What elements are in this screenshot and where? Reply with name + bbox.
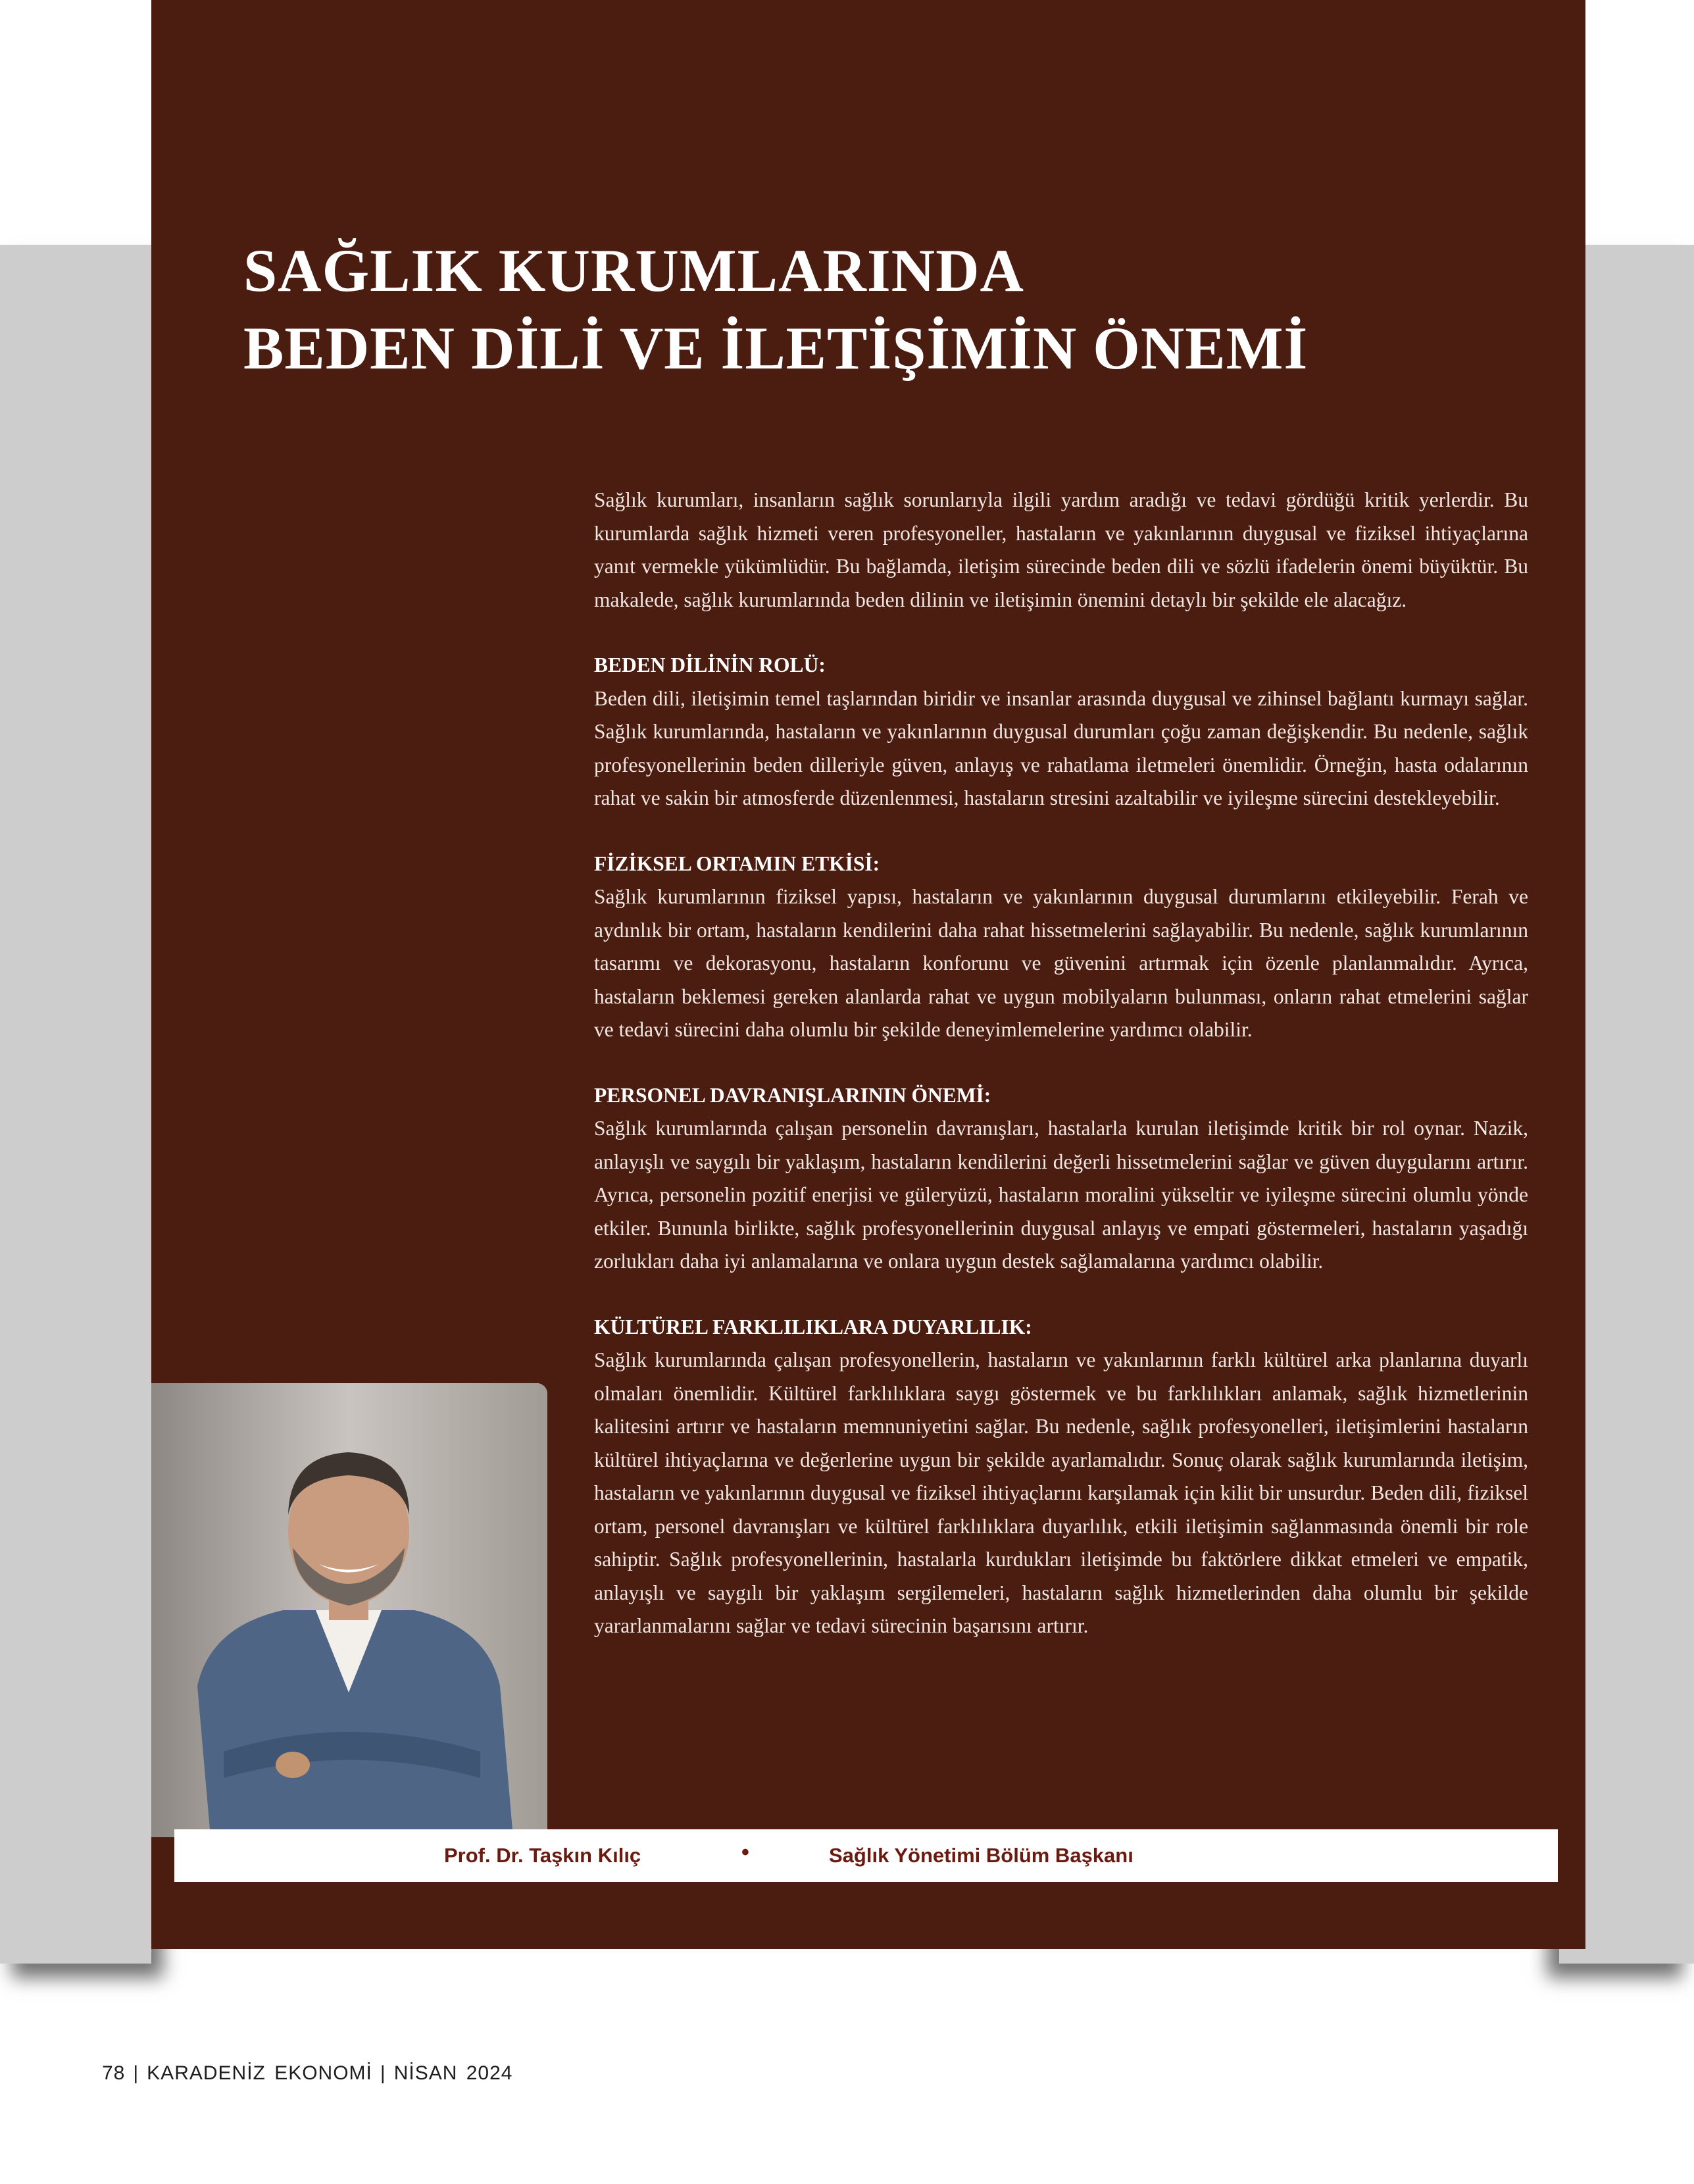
section-body-language <box>594 649 1528 815</box>
section-heading: FİZİKSEL ORTAMIN ETKİSİ: <box>594 851 880 875</box>
left-grey-band <box>0 245 151 1964</box>
author-caption-bar <box>174 1829 1558 1882</box>
article-body <box>594 484 1528 1675</box>
section-heading: BEDEN DİLİNİN ROLÜ: <box>594 653 826 676</box>
section-text: Beden dili, iletişimin temel taşlarından biridir ve insanlar arasında duygusal ve zihinsel bağlantı kurmayı sağlar. Sağlık kurumlarında, hastaların ve yakınlarının duygusal durumları çoğu zaman değişkendir. Bu nedenle, sağlık profesyonellerinin beden dilleriyle güven, anlayış ve rahatlama iletmeleri önemlidir. Örneğin, hasta odalarının rahat ve sakin bir atmosferde düzenlenmesi, hastaların stresini azaltabilir ve iyileşme sürecini destekleyebilir. <box>594 686 1528 809</box>
intro-paragraph: Sağlık kurumları, insanların sağlık sorunlarıyla ilgili yardım aradığı ve tedavi gördüğü kritik yerlerdir. Bu kurumlarda sağlık hizmeti veren profesyoneller, hastaların ve yakınlarının duygusal ve fiziksel ihtiyaçlarına yanıt vermekle yükümlüdür. Bu bağlamda, iletişim sürecinde beden dili ve sözlü ifadelerin önemi büyüktür. Bu makalede, sağlık kurumlarında beden dilinin ve iletişimin önemini detaylı bir şekilde ele alacağız. <box>594 488 1528 611</box>
section-physical-environment <box>594 848 1528 1047</box>
title-line-2: BEDEN DİLİ VE İLETİŞİMİN ÖNEMİ <box>243 315 1308 382</box>
page-number: 78 <box>102 2062 126 2084</box>
footer-divider: | <box>133 2062 139 2084</box>
bullet-separator: • <box>741 1840 749 1865</box>
author-portrait-illustration <box>151 1383 547 1837</box>
author-role: Sağlık Yönetimi Bölüm Başkanı <box>829 1844 1133 1867</box>
page-footer <box>102 2062 512 2085</box>
author-name: Prof. Dr. Taşkın Kılıç <box>444 1844 641 1867</box>
section-text: Sağlık kurumlarının fiziksel yapısı, hastaların ve yakınlarının duygusal durumlarını etkileyebilir. Ferah ve aydınlık bir ortam, hastaların kendilerini daha rahat hissetmelerini sağlayabilir. Bu nedenle, sağlık kurumlarının tasarımı ve dekorasyonu, hastaların konforunu ve güvenini artırmak için özenle planlanmalıdır. Ayrıca, hastaların beklemesi gereken alanlarda rahat ve uygun mobilyaların bulunması, onların rahat etmelerini sağlar ve tedavi sürecini daha olumlu bir şekilde deneyimlemelerine yardımcı olabilir. <box>594 885 1528 1041</box>
section-text: Sağlık kurumlarında çalışan personelin davranışları, hastalarla kurulan iletişimde kritik bir rol oynar. Nazik, anlayışlı ve saygılı bir yaklaşım, hastaların kendilerini değerli hissetmelerini sağlar ve güven duygularını artırır. Ayrıca, personelin pozitif enerjisi ve güleryüzü, hastaların moralini yükseltir ve iyileşme sürecini olumlu yönde etkiler. Bununla birlikte, sağlık profesyonellerinin duygusal anlayış ve empati göstermeleri, hastaların yaşadığı zorlukları daha iyi anlamalarına ve onlara uygun destek sağlamalarına yardımcı olabilir. <box>594 1117 1528 1273</box>
footer-divider: | <box>380 2062 386 2084</box>
section-staff-behaviour <box>594 1079 1528 1279</box>
issue-date: NİSAN 2024 <box>393 2062 513 2084</box>
section-text: Sağlık kurumlarında çalışan profesyonellerin, hastaların ve yakınlarının farklı kültürel arka planlarına duyarlı olmaları önemlidir. Kültürel farklılıklara saygı göstermek ve bu farklılıkları anlamak, sağlık hizmetlerinin kalitesini artırır ve hastaların memnuniyetini sağlar. Bu nedenle, sağlık profesyonelleri, iletişimlerini hastaların kültürel ihtiyaçlarına ve değerlerine uygun bir şekilde ayarlamalıdır. Sonuç olarak sağlık kurumlarında iletişim, hastaların ve yakınlarının duygusal ve fiziksel ihtiyaçlarını karşılamak için kilit bir unsurdur. Beden dili, fiziksel ortam, personel davranışları ve kültürel farklılıklara duyarlılık, etkili iletişimin sağlanmasında önemli bir role sahiptir. Sağlık profesyonellerinin, hastalarla kurdukları iletişimde bu faktörlere dikkat etmeleri ve empatik, anlayışlı ve saygılı bir yaklaşım sergilemeleri, hastaların sağlık hizmetlerinden daha olumlu bir şekilde yararlanmalarını sağlar ve tedavi sürecinin başarısını artırır. <box>594 1348 1528 1637</box>
section-cultural-sensitivity <box>594 1311 1528 1643</box>
author-photo <box>151 1383 547 1837</box>
section-heading: PERSONEL DAVRANIŞLARININ ÖNEMİ: <box>594 1083 991 1107</box>
magazine-name: KARADENİZ EKONOMİ <box>147 2062 372 2084</box>
title-line-1: SAĞLIK KURUMLARINDA <box>243 237 1024 304</box>
article-title <box>243 232 1308 387</box>
article-panel <box>151 0 1585 1949</box>
section-heading: KÜLTÜREL FARKLILIKLARA DUYARLILIK: <box>594 1315 1032 1338</box>
